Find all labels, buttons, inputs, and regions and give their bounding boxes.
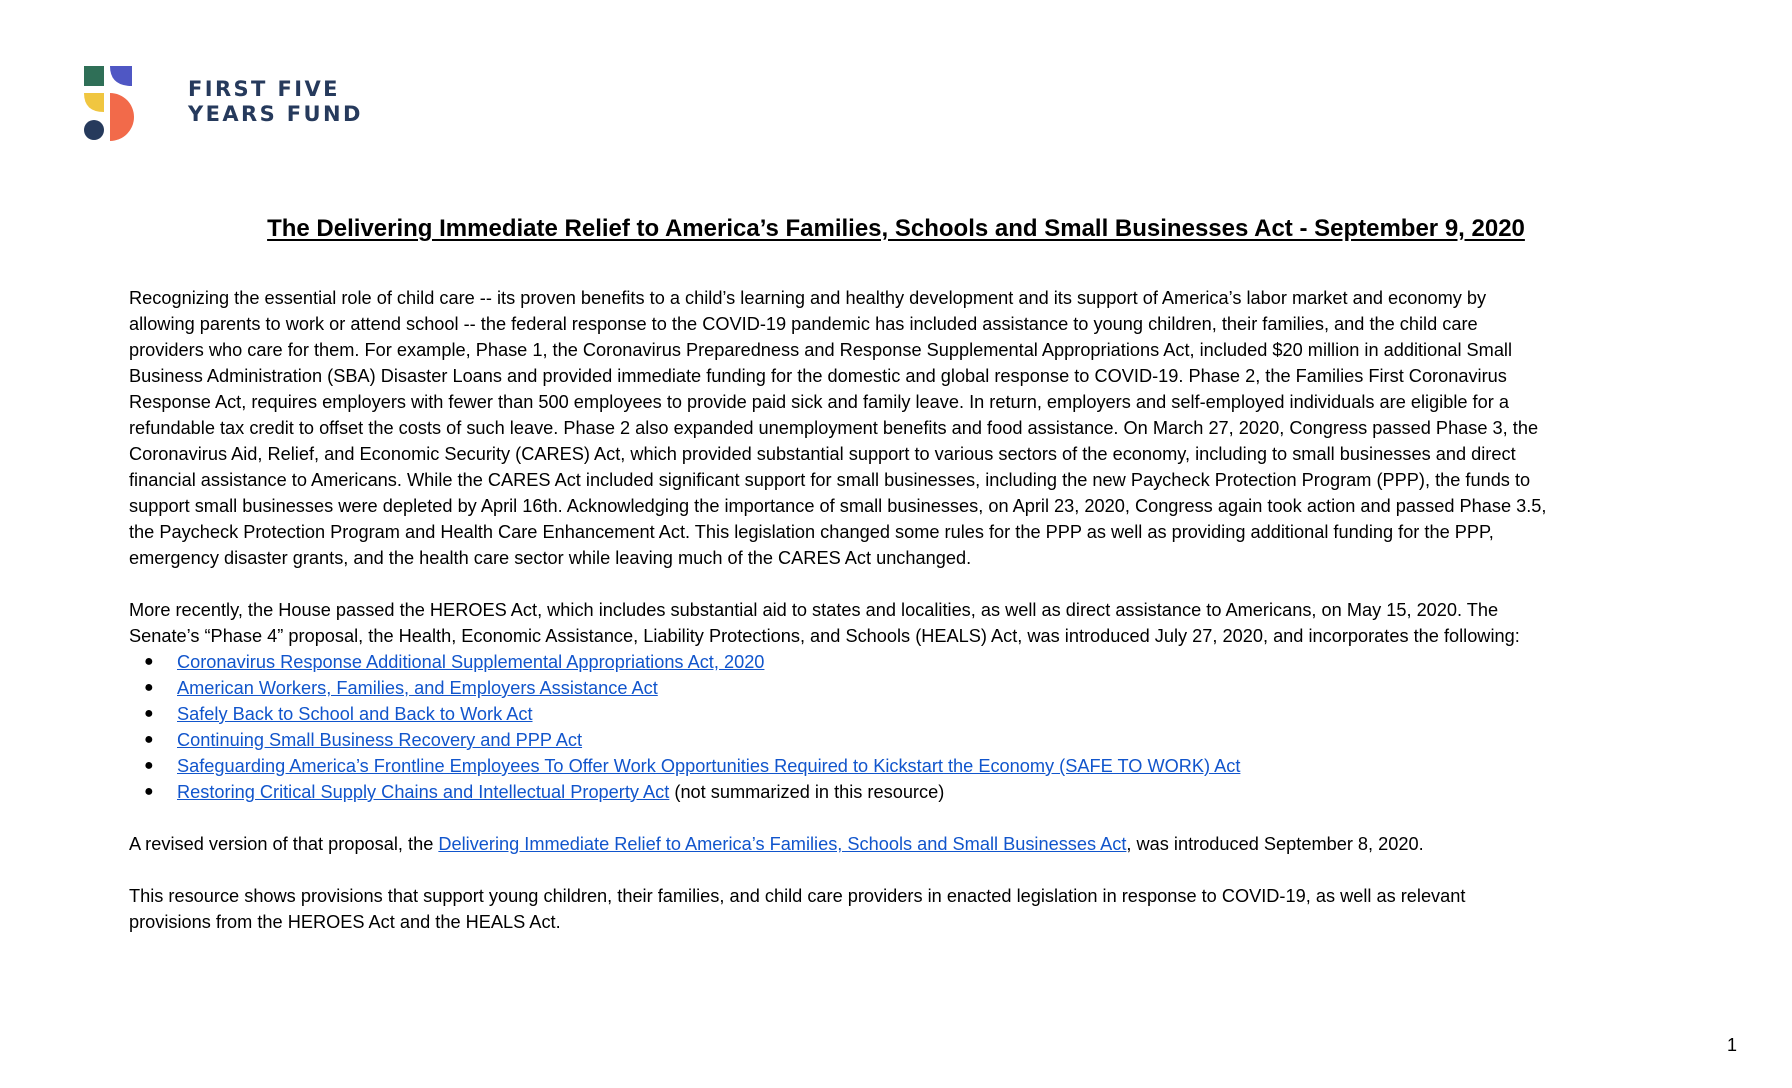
logo-line-2: YEARS FUND (188, 102, 363, 126)
revised-proposal-paragraph: A revised version of that proposal, the Delivering Immediate Relief to America’s Families, Schools and Small Businesses Act, was introduced September 8, 2020. (129, 834, 1424, 854)
document-body (129, 285, 1679, 935)
paragraph-line: financial assistance to Americans. While the CARES Act included significant support for small businesses, including the new Paycheck Protection Program (PPP), the funds to (129, 470, 1531, 490)
bill-link[interactable]: Safely Back to School and Back to Work Act (177, 704, 533, 724)
bullet-icon: ● (144, 783, 154, 800)
resource-description-paragraph (129, 883, 1679, 935)
bill-link[interactable]: Coronavirus Response Additional Supplemental Appropriations Act, 2020 (177, 652, 765, 672)
bill-note: (not summarized in this resource) (669, 782, 945, 802)
paragraph-line: providers who care for them. For example, Phase 1, the Coronavirus Preparedness and Response Supplemental Appropriations Act, included $20 million in additional Small (129, 340, 1513, 360)
bill-list-item (129, 779, 1679, 805)
intro-paragraph (129, 285, 1679, 571)
paragraph-line: the Paycheck Protection Program and Health Care Enhancement Act. This legislation changed some rules for the PPP as well as providing additional funding for the PPP, (129, 522, 1494, 542)
paragraph-line: emergency disaster grants, and the health care sector while leaving much of the CARES Act unchanged. (129, 548, 972, 568)
bill-list-item (129, 701, 1679, 727)
bill-link[interactable]: Continuing Small Business Recovery and PPP Act (177, 730, 583, 750)
bill-list-item (129, 675, 1679, 701)
page-number: 1 (1727, 1035, 1738, 1055)
document-title: The Delivering Immediate Relief to America’s Families, Schools and Small Businesses Act - September 9, 2020 (267, 215, 1525, 242)
paragraph-line: refundable tax credit to offset the costs of such leave. Phase 2 also expanded unemployment benefits and food assistance. On March 27, 2020, Congress passed Phase 3, the (129, 418, 1539, 438)
paragraph-line: provisions from the HEROES Act and the HEALS Act. (129, 912, 561, 932)
bullet-icon: ● (144, 679, 154, 696)
delivering-relief-act-link[interactable]: Delivering Immediate Relief to America’s Families, Schools and Small Businesses Act (438, 834, 1127, 854)
logo-line-1: FIRST FIVE (188, 77, 340, 101)
bill-list-item (129, 727, 1679, 753)
paragraph-line: support small businesses were depleted by April 16th. Acknowledging the importance of small businesses, on April 23, 2020, Congress again took action and passed Phase 3.5, (129, 496, 1547, 516)
paragraph-line: Senate’s “Phase 4” proposal, the Health, Economic Assistance, Liability Protections, and Schools (HEALS) Act, was introduced July 27, 2020, and incorporates the following: (129, 626, 1520, 646)
logo-wordmark (188, 77, 363, 127)
logo-orange-half-circle (110, 93, 134, 141)
bullet-icon: ● (144, 757, 154, 774)
logo (84, 64, 363, 144)
heals-paragraph (129, 597, 1679, 649)
logo-green-square (84, 66, 104, 86)
logo-yellow-shape (84, 93, 104, 112)
paragraph-line: allowing parents to work or attend school -- the federal response to the COVID-19 pandemic has included assistance to young children, their families, and the child care (129, 314, 1478, 334)
bullet-icon: ● (144, 731, 154, 748)
logo-navy-dot (84, 120, 104, 140)
bill-link[interactable]: Restoring Critical Supply Chains and Intellectual Property Act (177, 782, 670, 802)
bill-link-list (129, 649, 1679, 805)
paragraph-line: Recognizing the essential role of child care -- its proven benefits to a child’s learning and healthy development and its support of America’s labor market and economy by (129, 288, 1487, 308)
bill-link[interactable]: Safeguarding America’s Frontline Employees To Offer Work Opportunities Required to Kickstart the Economy (SAFE TO WORK) Act (177, 756, 1241, 776)
logo-blue-shape (110, 66, 132, 86)
paragraph-line: Response Act, requires employers with fewer than 500 employees to provide paid sick and family leave. In return, employers and self-employed individuals are eligible for a (129, 392, 1509, 412)
bullet-icon: ● (144, 653, 154, 670)
logo-mark-icon (84, 64, 136, 142)
bill-list-item (129, 649, 1679, 675)
bill-list-item (129, 753, 1679, 779)
bill-link[interactable]: American Workers, Families, and Employers Assistance Act (177, 678, 658, 698)
bullet-icon: ● (144, 705, 154, 722)
paragraph-line: This resource shows provisions that support young children, their families, and child care providers in enacted legislation in response to COVID-19, as well as relevant (129, 886, 1466, 906)
paragraph-line: More recently, the House passed the HEROES Act, which includes substantial aid to states and localities, as well as direct assistance to Americans, on May 15, 2020. The (129, 600, 1499, 620)
paragraph-line: Coronavirus Aid, Relief, and Economic Security (CARES) Act, which provided substantial support to various sectors of the economy, including to small businesses and direct (129, 444, 1516, 464)
paragraph-line: Business Administration (SBA) Disaster Loans and provided immediate funding for the domestic and global response to COVID-19. Phase 2, the Families First Coronavirus (129, 366, 1507, 386)
